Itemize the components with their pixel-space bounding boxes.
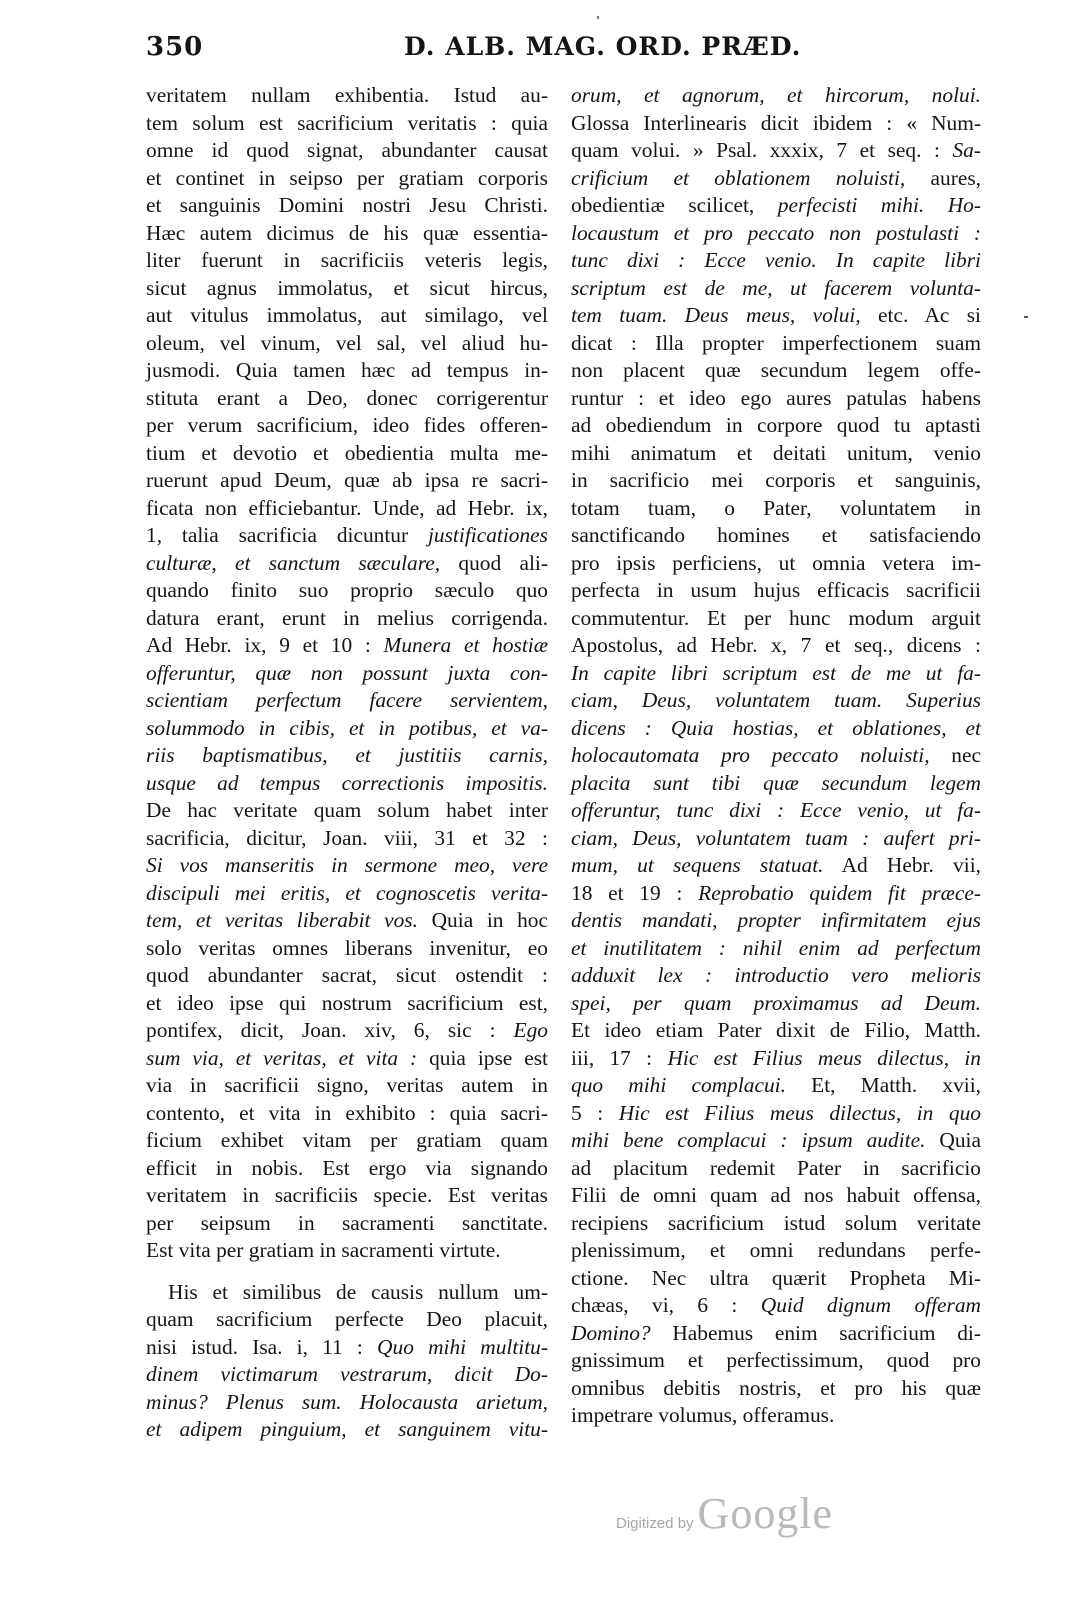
text-line [571,82,981,110]
paragraph-gap [146,1265,548,1279]
text-line [146,357,548,385]
text-line [146,825,548,853]
text-line [146,880,548,908]
roman-run: sanctificando homines et satisfaciendo [571,523,981,547]
roman-run: plenissimum, et omni redundans perfe- [571,1238,981,1262]
text-line [571,660,981,688]
roman-run: tium et devotio et obedientia multa me- [146,440,548,465]
roman-run: veritatem in sacrificiis specie. Est veritas [146,1183,548,1207]
italic-run: dinem victimarum vestrarum, dicit Do- [146,1362,548,1386]
text-line [146,742,548,770]
italic-run: Hic est Filius meus dilectus, in [667,1045,982,1070]
italic-run: scriptum est de me, ut facerem volunta- [571,275,981,300]
page-number: 350 [146,32,204,62]
text-line [571,357,981,385]
roman-run: quod ali- [440,550,548,575]
text-line [571,935,981,963]
text-line [146,330,548,358]
roman-run: omnibus debitis nostris, et pro his quæ [571,1375,981,1400]
italic-run: mihi bene complacui : ipsum audite. [571,1128,926,1152]
italic-run: dicens : Quia hostias, et oblationes, et [571,715,981,740]
italic-run: spei, per quam proximamus ad Deum. [571,990,981,1015]
digitized-label: Digitized by [616,1515,694,1532]
roman-run: et ideo ipse qui nostrum sacrificium est, [146,990,548,1015]
text-line [571,825,981,853]
text-line [146,797,548,825]
text-line [146,1279,548,1307]
text-line [571,1045,981,1073]
italic-run: Hic est Filius meus dilectus, in quo [618,1100,981,1125]
text-line [146,192,548,220]
italic-run: Domino? [571,1320,651,1345]
italic-run: orum, et agnorum, et hircorum, nolui. [571,83,981,107]
italic-run: Quid dignum offeram [760,1293,981,1317]
roman-run: in sacrificio mei corporis et sanguinis, [571,468,981,492]
text-line [146,687,548,715]
italic-run: In capite libri scriptum est de me ut fa- [571,660,981,685]
roman-run: Ad Hebr. ix, 9 et 10 : [146,633,384,657]
text-line [146,550,548,578]
roman-run: ad placitum redemit Pater in sacrificio [571,1155,981,1180]
text-line [146,577,548,605]
text-line [571,742,981,770]
text-line [146,302,548,330]
roman-run: runtur : et ideo ego aures patulas habens [571,385,981,410]
text-line [146,605,548,633]
italic-run: ciam, Deus, voluntatem tuam : aufert pri- [571,825,981,850]
roman-run: nec [929,743,981,767]
text-line [571,797,981,825]
italic-run: mum, ut sequens statuat. [571,853,824,877]
text-line [146,137,548,165]
roman-run: quia ipse est [417,1045,548,1070]
roman-run: 5 : [571,1100,619,1125]
left-text-column [146,82,548,1444]
roman-run: stituta erant a Deo, donec corrigerentur [146,385,548,410]
roman-run: De hac veritate quam solum habet inter [146,798,548,822]
italic-run: usque ad tempus correctionis impositis. [146,770,548,795]
text-line [571,247,981,275]
roman-run: totam tuam, o Pater, voluntatem in [571,495,981,520]
roman-run: ruerunt apud Deum, quæ ab ipsa re sacri- [146,468,548,492]
text-line [146,467,548,495]
roman-run: ficium exhibet vitam per gratiam quam [146,1128,548,1152]
roman-run: Quia [925,1128,981,1152]
roman-run: Hæc autem dicimus de his quæ essentia- [146,220,548,245]
italic-run: solummodo in cibis, et in potibus, et va- [146,715,548,740]
italic-run: dentis mandati, propter infirmitatem ejus [571,908,981,932]
text-line [146,385,548,413]
italic-run: crificium et oblationem noluisti, [571,165,906,190]
roman-run: efficit in nobis. Est ergo via signando [146,1155,548,1180]
italic-run: locaustum et pro peccato non postulasti : [571,220,981,245]
text-line [571,495,981,523]
italic-run: et inutilitatem : nihil enim ad perfectum [571,935,981,960]
text-line [571,137,981,165]
text-line [146,1127,548,1155]
text-line [571,275,981,303]
italic-run: holocautomata pro peccato noluisti, [571,743,930,767]
text-line [146,1210,548,1238]
text-line [146,907,548,935]
text-line [571,852,981,880]
text-line [146,962,548,990]
italic-run: perfecisti mihi. Ho- [777,193,981,217]
italic-run: discipuli mei eritis, et cognoscetis verita- [146,880,548,905]
roman-run: et sanguinis Domini nostri Jesu Christi. [146,193,548,217]
text-line [571,412,981,440]
text-line [146,165,548,193]
roman-run: jusmodi. Quia tamen hæc ad tempus in- [146,358,548,382]
roman-run: omne id quod signat, abundanter causat [146,138,548,162]
text-line [571,1347,981,1375]
text-line [146,935,548,963]
text-line [571,440,981,468]
roman-run: pontifex, dicit, Joan. xiv, 6, sic : [146,1018,514,1042]
roman-run: Ad Hebr. vii, [823,853,981,877]
italic-run: culturæ, et sanctum sæculare, [146,550,441,575]
text-line [146,1237,548,1265]
roman-run: 18 et 19 : [571,880,699,905]
text-line [571,1182,981,1210]
roman-run: nisi istud. Isa. i, 11 : [146,1334,378,1359]
italic-run: justificationes [427,523,548,547]
italic-run: ciam, Deus, voluntatem tuam. Superius [571,688,981,712]
text-line [146,1361,548,1389]
roman-run: quam sacrificium perfecte Deo placuit, [146,1307,548,1331]
text-line [571,110,981,138]
roman-run: Quia in hoc [417,908,548,932]
roman-run: Apostolus, ad Hebr. x, 7 et seq., dicens : [571,633,981,657]
text-line [571,715,981,743]
roman-run: contento, et vita in exhibito : quia sacri- [146,1100,548,1125]
text-line [571,1072,981,1100]
roman-run: recipiens sacrificium istud solum veritate [571,1210,981,1235]
roman-run: perfecta in usum hujus efficacis sacrificii [571,578,981,602]
text-line [146,1155,548,1183]
text-line [571,302,981,330]
text-line [146,770,548,798]
roman-run: quod abundanter sacrat, sicut ostendit : [146,963,548,987]
roman-run: pro ipsis perficiens, ut omnia vetera im- [571,550,981,575]
text-line [146,1416,548,1444]
italic-run: offeruntur, quæ non possunt juxta con- [146,660,548,685]
text-line [571,467,981,495]
roman-run: His et similibus de causis nullum um- [168,1279,548,1304]
text-line [571,1265,981,1293]
text-line [571,1100,981,1128]
text-line [571,1210,981,1238]
digitized-by-google-watermark [616,1488,833,1548]
roman-run: Glossa Interlinearis dicit ibidem : « Num- [571,110,981,135]
text-line [571,550,981,578]
italic-run: offeruntur, tunc dixi : Ecce venio, ut fa- [571,798,981,822]
text-line [571,1127,981,1155]
text-line [571,1017,981,1045]
roman-run: ficata non efficiebantur. Unde, ad Hebr. ix, [146,495,548,520]
italic-run: et adipem pinguium, et sanguinem vitu- [146,1417,548,1441]
text-line [571,577,981,605]
italic-run: Quo mihi multitu- [377,1334,549,1359]
roman-run: Filii de omni quam ad nos habuit offensa, [571,1183,981,1207]
text-line [146,1017,548,1045]
roman-run: quam volui. » Psal. xxxix, 7 et seq. : [571,138,953,162]
right-text-column [571,82,981,1430]
text-line [571,385,981,413]
text-line [146,110,548,138]
text-line [146,412,548,440]
roman-run: impetrare volumus, offeramus. [571,1403,835,1427]
text-line [571,880,981,908]
roman-run: Est vita per gratiam in sacramenti virtute. [146,1238,501,1262]
roman-run: non placent quæ secundum legem offe- [571,358,981,382]
text-line [571,962,981,990]
roman-run: oleum, vel vinum, vel sal, vel aliud hu- [146,330,548,355]
text-line [146,1045,548,1073]
roman-run: Et ideo etiam Pater dixit de Filio, Matth. [571,1018,981,1042]
italic-run: Ego [513,1018,548,1042]
roman-run: Habemus enim sacrificium di- [650,1320,981,1345]
roman-run: solo veritas omnes liberans invenitur, eo [146,935,548,960]
roman-run: liter fuerunt in sacrificiis veteris legis, [146,248,548,272]
roman-run: per verum sacrificium, ideo fides offeren- [146,413,548,437]
text-line [146,275,548,303]
text-line [571,687,981,715]
italic-run: Sa- [952,138,981,162]
text-line [571,632,981,660]
text-line [146,632,548,660]
roman-run: tem solum est sacrificium veritatis : quia [146,110,548,135]
text-line [146,1072,548,1100]
roman-run: et continet in seipso per gratiam corporis [146,165,548,190]
roman-run: sicut agnus immolatus, et sicut hircus, [146,275,548,300]
text-line [146,522,548,550]
roman-run: mihi animatum et deitati unitum, venio [571,440,981,465]
text-line [571,1292,981,1320]
text-line [571,165,981,193]
text-line [571,1375,981,1403]
text-line [146,1100,548,1128]
text-line [146,715,548,743]
text-line [146,660,548,688]
text-line [571,220,981,248]
text-line [146,1389,548,1417]
text-line [146,82,548,110]
roman-run: quando finito suo proprio sæculo quo [146,578,548,602]
roman-run: veritatem nullam exhibentia. Istud au- [146,83,548,107]
italic-run: tem, et veritas liberabit vos. [146,908,418,932]
roman-run: via in sacrificii signo, veritas autem in [146,1073,548,1097]
roman-run: 1, talia sacrificia dicuntur [146,523,428,547]
text-line [146,247,548,275]
text-line [571,1155,981,1183]
roman-run: dicat : Illa propter imperfectionem suam [571,330,981,355]
roman-run: per seipsum in sacramenti sanctitate. [146,1210,548,1235]
roman-run: chæas, vi, 6 : [571,1293,761,1317]
text-line [571,192,981,220]
roman-run: iii, 17 : [571,1045,668,1070]
text-line [571,605,981,633]
italic-run: sum via, et veritas, et vita : [146,1045,418,1070]
roman-run: commutentur. Et per hunc modum arguit [571,605,981,630]
text-line [571,522,981,550]
scan-speck [597,16,599,19]
italic-run: adduxit lex : introductio vero melioris [571,963,981,987]
italic-run: minus? Plenus sum. Holocausta arietum, [146,1389,548,1414]
text-line [146,1182,548,1210]
text-line [146,440,548,468]
text-line [146,1334,548,1362]
roman-run: sacrificia, dicitur, Joan. viii, 31 et 32 : [146,825,548,850]
text-line [571,1320,981,1348]
text-line [146,852,548,880]
text-line [571,330,981,358]
roman-run: datura erant, erunt in melius corrigenda. [146,605,548,630]
roman-run: obedientiæ scilicet, [571,193,778,217]
running-header [146,30,978,70]
italic-run: Reprobatio quidem fit præce- [698,880,981,905]
italic-run: Munera et hostiæ [383,633,548,657]
italic-run: placita sunt tibi quæ secundum legem [571,770,981,795]
roman-run: Et, Matth. xvii, [785,1073,981,1097]
italic-run: tunc dixi : Ecce venio. In capite libri [571,248,981,272]
roman-run: aut vitulus immolatus, aut similago, vel [146,303,548,327]
italic-run: scientiam perfectum facere servientem, [146,688,548,712]
italic-run: quo mihi complacui. [571,1073,786,1097]
text-line [571,990,981,1018]
text-line [146,495,548,523]
roman-run: ad obediendum in corpore quod tu aptasti [571,413,981,437]
roman-run: aures, [905,165,981,190]
roman-run: ctione. Nec ultra quærit Propheta Mi- [571,1265,981,1290]
roman-run: gnissimum et perfectissimum, quod pro [571,1348,981,1372]
text-line [571,1237,981,1265]
text-line [146,1306,548,1334]
text-line [571,770,981,798]
italic-run: Si vos manseritis in sermone meo, vere [146,853,548,877]
text-line [571,1402,981,1430]
text-line [146,220,548,248]
text-line [571,907,981,935]
text-line [146,990,548,1018]
scan-speck [1024,316,1028,318]
running-title: D. ALB. MAG. ORD. PRÆD. [404,32,802,61]
google-logo: Google [697,1489,834,1538]
italic-run: riis baptismatibus, et justitiis carnis, [146,743,548,767]
roman-run: etc. Ac si [860,303,982,327]
italic-run: tem tuam. Deus meus, volui, [571,303,861,327]
